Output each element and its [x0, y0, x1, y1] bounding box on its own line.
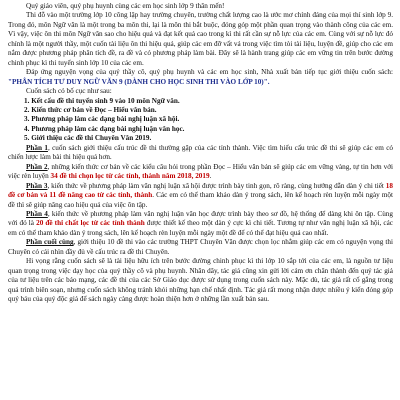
part-1-label: Phần 1: [26, 143, 48, 152]
part-2-highlight: 34 đề thi chọn lọc từ các tỉnh, thành năm 2018, 2019: [50, 172, 210, 181]
part-2-text-a: , những kiến thức cơ bản về các kiểu câu hỏi trong phần Đọc – Hiểu văn bản sẽ giúp các em vững vàng, tự tin hơn với việc rèn luyện: [8, 162, 394, 181]
part-1-paragraph: [8, 144, 393, 163]
part-3-label: Phần 3: [26, 181, 48, 190]
part-3-highlight: 18 đề cơ bản và 11 đề nâng cao từ các tỉnh, thành: [8, 181, 393, 200]
part-4-label: Phần 4: [26, 209, 48, 218]
book-introduction-lead: Đáp ứng nguyện vọng của quý thầy cô, quý phụ huynh và các em học sinh, Nhà xuất bản tiếp tục giới thiệu cuốn sách:: [26, 68, 393, 77]
greeting-paragraph: Quý giáo viên, quý phụ huynh cùng các em học sinh lớp 9 thân mến!: [26, 2, 225, 10]
structure-intro: Cuốn sách có bố cục như sau:: [26, 87, 112, 96]
structure-item-4: 4. Phương pháp làm các dạng bài nghị luận văn học.: [24, 124, 185, 133]
structure-item-5: 5. Giới thiệu các đề thi Chuyên Văn 2019.: [24, 134, 152, 143]
part-4-highlight: 20 đề thi chất lọc từ các tỉnh thành: [36, 219, 145, 228]
structure-item-3: 3. Phương pháp làm các dạng bài nghị luận xã hội.: [24, 115, 180, 124]
structure-item-2: 2. Kiến thức cơ bản về Đọc – Hiểu văn bản.: [24, 105, 157, 114]
part-3-paragraph: [8, 182, 393, 210]
part-2-paragraph: [8, 163, 393, 182]
part-2-text-b: .: [209, 172, 212, 181]
book-title: "PHÂN TÍCH TƯ DUY NGỮ VĂN 9 (DÀNH CHO HỌC SINH THI VÀO LỚP 10)".: [8, 77, 270, 86]
final-part-label: Phần cuối cùng: [26, 238, 74, 247]
final-part-paragraph: [8, 238, 393, 257]
part-1-text: , cuốn sách giới thiệu cấu trúc đề thi thường gặp của các tỉnh thành. Việc tìm hiểu cấu trúc đề thi sẽ giúp các em có chiến lược làm bài thi hiệu quả hơn.: [8, 143, 393, 162]
structure-list: [8, 97, 393, 144]
part-4-text-b: được thiết kế theo một dàn ý cực kì chi tiết. Tương tự như văn nghị luận xã hội, các em có thể tham khảo dàn ý trong sách, lên kế hoạch rèn luyện mỗi ngày một đề để có thể đạt hiệu quả cao nhất.: [8, 219, 393, 237]
part-4-paragraph: [8, 210, 393, 238]
part-4-text-a: , kiến thức về phương pháp làm văn nghị luận văn học được trình bày theo sơ đồ, hệ thống để dàng khi ôn tập. Cùng với đó là: [8, 209, 393, 228]
intro-paragraph: Thi đỗ vào một trường lớp 10 công lập hay trường chuyên, trường chất lượng cao là ước mơ chính đáng của mọi thí sinh lớp 9. Trong đó, môn Ngữ văn là một trong ba môn thi, lại là môn thi bắt buộc, đóng góp một phần quan trọng vào thành công của các em. Vì vậy, việc ôn thi môn Ngữ văn sao cho hiệu quả và đạt kết quả cao trong kì thi rất cần sự nỗ lực của các em. Cùng với sự nỗ lực đó chính là một người thầy, một cuốn tài liệu ôn thi hiệu quả, giúp các em đỡ vất vả trong việc tìm tòi tài liệu, luyện đề, giúp cho các em nắm được phương pháp phân tích đề, ra đề và có phương pháp làm bài. Đây sẽ là hành trang giúp các em vững tin trên bước đường chinh phục kì thi tuyển sinh lớp 10 của các em.: [8, 11, 393, 67]
part-3-text-a: , kiến thức về phương pháp làm văn nghị luận xã hội được trình bày tinh gọn, rõ ràng, cùng hướng dẫn dàn ý chi tiết: [47, 181, 386, 190]
closing-paragraph: Hi vọng rằng cuốn sách sẽ là tài liệu hữu ích trên bước đường chinh phục kì thi lớp 10 sắp tới của các em, là nguồn tư liệu quan trọng trong việc dạy học của quý thầy cô và phụ huynh. Nhân dây, tác giả cũng xin gửi lời cảm ơn chân thành đến quý tác giả của tư liệu trên các báo mạng, các đề thi của các Sở Giáo dục được sử dụng trong cuốn sách này. Mặc dù, tác giả rất cố gắng trong quá trình biên soạn, nhưng cuốn sách không tránh khỏi những hạn chế nhất định. Tác giả rất mong nhận được nhiều ý kiến đóng góp quý báu của quý độc giả để sách ngày càng được hoàn thiện hơn ở những lần xuất bản sau.: [8, 257, 393, 304]
part-3-text-b: . Các em có thể tham khảo dàn ý trong sách, lên kế hoạch rèn luyện mỗi ngày một đề thì sẽ giúp nâng cao hiệu quả của việc ôn tập.: [8, 191, 394, 209]
part-2-label: Phần 2: [26, 162, 48, 171]
book-introduction-paragraph: [8, 68, 393, 87]
structure-item-1: 1. Kết cấu đề thi tuyển sinh 9 vào 10 môn Ngữ văn.: [24, 96, 180, 105]
final-part-text: , giới thiệu 10 đề thi vào các trường THPT Chuyên Văn được chọn lọc nhằm giúp các em có nguyện vọng thi Chuyên có cái nhìn đầy đủ về cấu trúc ra đề thi Chuyên.: [8, 238, 393, 256]
